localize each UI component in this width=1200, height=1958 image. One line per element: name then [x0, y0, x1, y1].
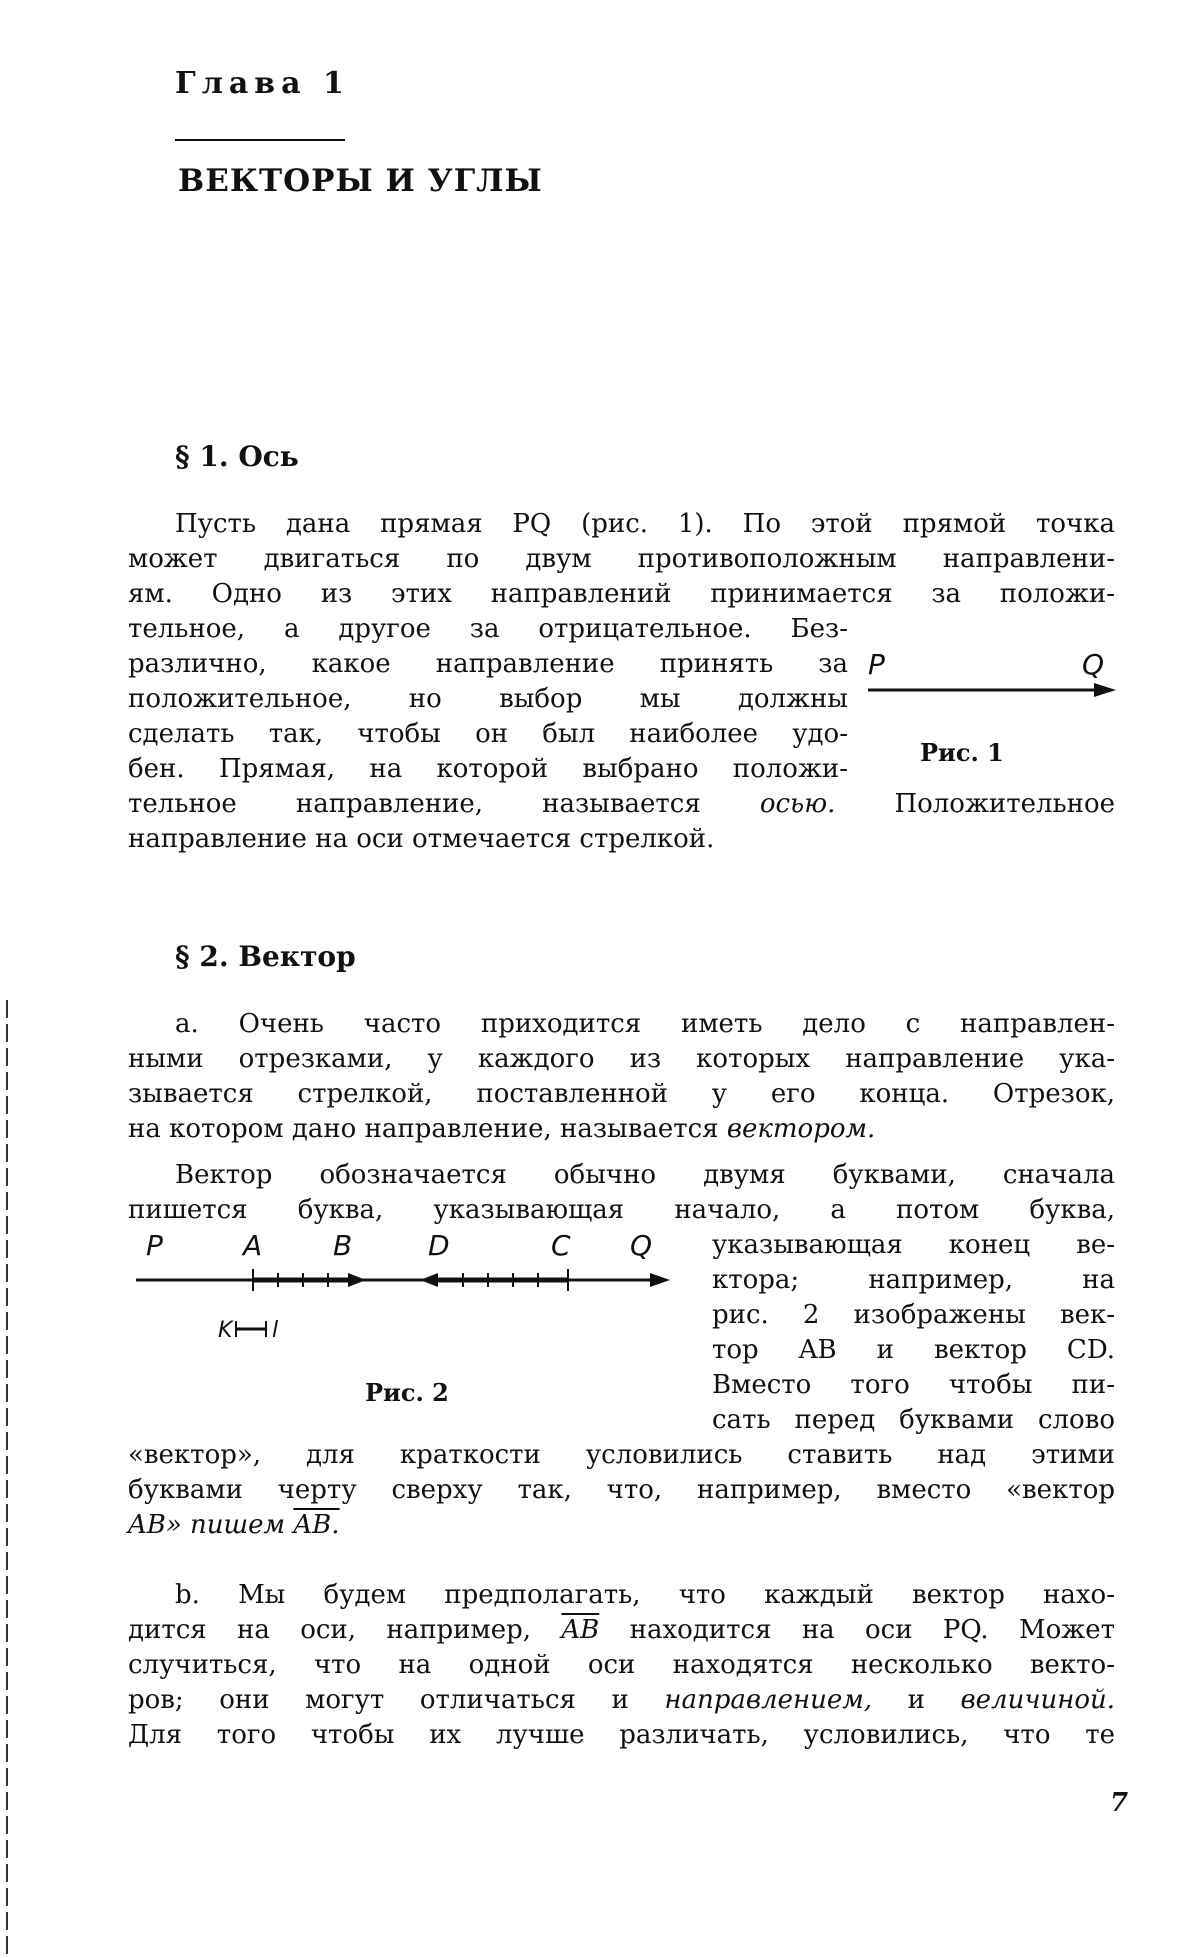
figure-2 [128, 1225, 688, 1365]
section-2-paragraph-b-first [175, 1578, 1115, 1613]
text-run: находится на оси PQ. Может [629, 1615, 1115, 1645]
text-line: положительное, но выбор мы должны [128, 684, 848, 714]
text-line: бен. Прямая, на которой выбрано положи- [128, 754, 848, 784]
binding-edge-mark [6, 1000, 8, 1958]
text-run: тельное направление, называется [128, 789, 701, 819]
figure-2-label-c: C [551, 1229, 571, 1262]
text-run: дится на оси, например, [128, 1615, 532, 1645]
text-line: может двигаться по двум противоположным направлени- [128, 544, 1115, 574]
section-2-paragraph-a2-first [175, 1158, 1115, 1193]
text-line: рис. 2 изображены век- [712, 1300, 1115, 1330]
figure-2-label-b: B [333, 1229, 353, 1262]
figure-2-label-a: A [243, 1229, 263, 1262]
vector-ab-notation: $\overline{AB}$ [561, 1615, 600, 1645]
text-line: «вектор», для краткости условились ставить над этими [128, 1440, 1115, 1470]
section-2-paragraph-a2-end [128, 1438, 1115, 1543]
term-direction: направлением, [664, 1685, 873, 1715]
text-run: Положительное [894, 789, 1116, 819]
figure-2-label-k: K [218, 1318, 233, 1343]
text-run: ров; они могут отличаться и [128, 1685, 629, 1715]
section-2-paragraph-a2-second [128, 1193, 1115, 1228]
figure-2-label-q: Q [630, 1229, 653, 1262]
section-2-paragraph-a2-wrapped [712, 1228, 1115, 1438]
section-2-paragraph-a [128, 1042, 1115, 1147]
term-vector: вектором. [726, 1114, 876, 1144]
text-line [128, 1508, 1115, 1543]
text-line: Вместо того чтобы пи- [712, 1370, 1115, 1400]
chapter-rule [175, 139, 345, 141]
section-1-paragraph-full [128, 542, 1115, 612]
text-line: Пусть дана прямая PQ (рис. 1). По этой прямой точка [175, 509, 1115, 539]
vector-ab-notation: AB. [293, 1510, 340, 1540]
term-axis: осью. [759, 789, 836, 819]
figure-2-label-d: D [428, 1229, 450, 1262]
figure-1-arrowhead [1094, 683, 1116, 697]
figure-2-label-l: l [272, 1318, 279, 1343]
text-line: а. Очень часто приходится иметь дело с направлен- [175, 1009, 1115, 1039]
text-line: тор AB и вектор CD. [712, 1335, 1115, 1365]
text-line: ными отрезками, у каждого из которых направление ука- [128, 1044, 1115, 1074]
text-run: и [907, 1685, 925, 1715]
figure-2-vector-ab-arrowhead [348, 1273, 366, 1287]
chapter-label: Глава 1 [175, 66, 350, 101]
page-number: 7 [1110, 1788, 1129, 1818]
text-line: Для того чтобы их лучше различать, условились, что те [128, 1720, 1115, 1750]
text-line: различно, какое направление принять за [128, 649, 848, 679]
figure-2-caption: Рис. 2 [365, 1378, 449, 1407]
text-line [128, 1112, 1115, 1147]
text-line: Вектор обозначается обычно двумя буквами, сначала [175, 1160, 1115, 1190]
text-line [128, 1683, 1115, 1718]
text-run: AB» пишем [128, 1510, 286, 1540]
figure-1-label-p: P [868, 648, 885, 681]
text-line: направление на оси отмечается стрелкой. [128, 824, 715, 854]
text-line: указывающая конец ве- [712, 1230, 1115, 1260]
section-1-paragraph-wrapped [128, 612, 848, 787]
text-line [128, 1613, 1115, 1648]
text-line: сать перед буквами слово [712, 1405, 1115, 1435]
text-line: сделать так, чтобы он был наиболее удо- [128, 719, 848, 749]
text-line: зывается стрелкой, поставленной у его конца. Отрезок, [128, 1079, 1115, 1109]
section-1-heading: § 1. Ось [175, 440, 299, 473]
text-line: b. Мы будем предполагать, что каждый вектор нахо- [175, 1580, 1115, 1610]
figure-1-label-q: Q [1082, 648, 1105, 681]
text-run: на котором дано направление, называется [128, 1114, 719, 1144]
section-1-paragraph-intro [175, 507, 1115, 542]
section-2-paragraph-b [128, 1613, 1115, 1753]
figure-2-vector-cd-arrowhead [420, 1273, 438, 1287]
term-magnitude: величиной. [960, 1685, 1116, 1715]
figure-2-axis-arrowhead [650, 1273, 670, 1287]
text-line [128, 787, 1115, 822]
section-1-paragraph-end [128, 787, 1115, 857]
text-line: ктора; например, на [712, 1265, 1115, 1295]
text-line: ям. Одно из этих направлений принимается за положи- [128, 579, 1115, 609]
text-line: буквами черту сверху так, что, например, вместо «вектор [128, 1475, 1115, 1505]
section-2-paragraph-a-first [175, 1007, 1115, 1042]
figure-2-label-p: P [146, 1229, 163, 1262]
figure-1-caption: Рис. 1 [920, 738, 1004, 767]
text-line: тельное, а другое за отрицательное. Без- [128, 614, 848, 644]
chapter-title: ВЕКТОРЫ И УГЛЫ [178, 163, 543, 199]
text-line: случиться, что на одной оси находятся несколько векто- [128, 1650, 1115, 1680]
text-line: пишется буква, указывающая начало, а потом буква, [128, 1195, 1115, 1225]
section-2-heading: § 2. Вектор [175, 940, 356, 973]
